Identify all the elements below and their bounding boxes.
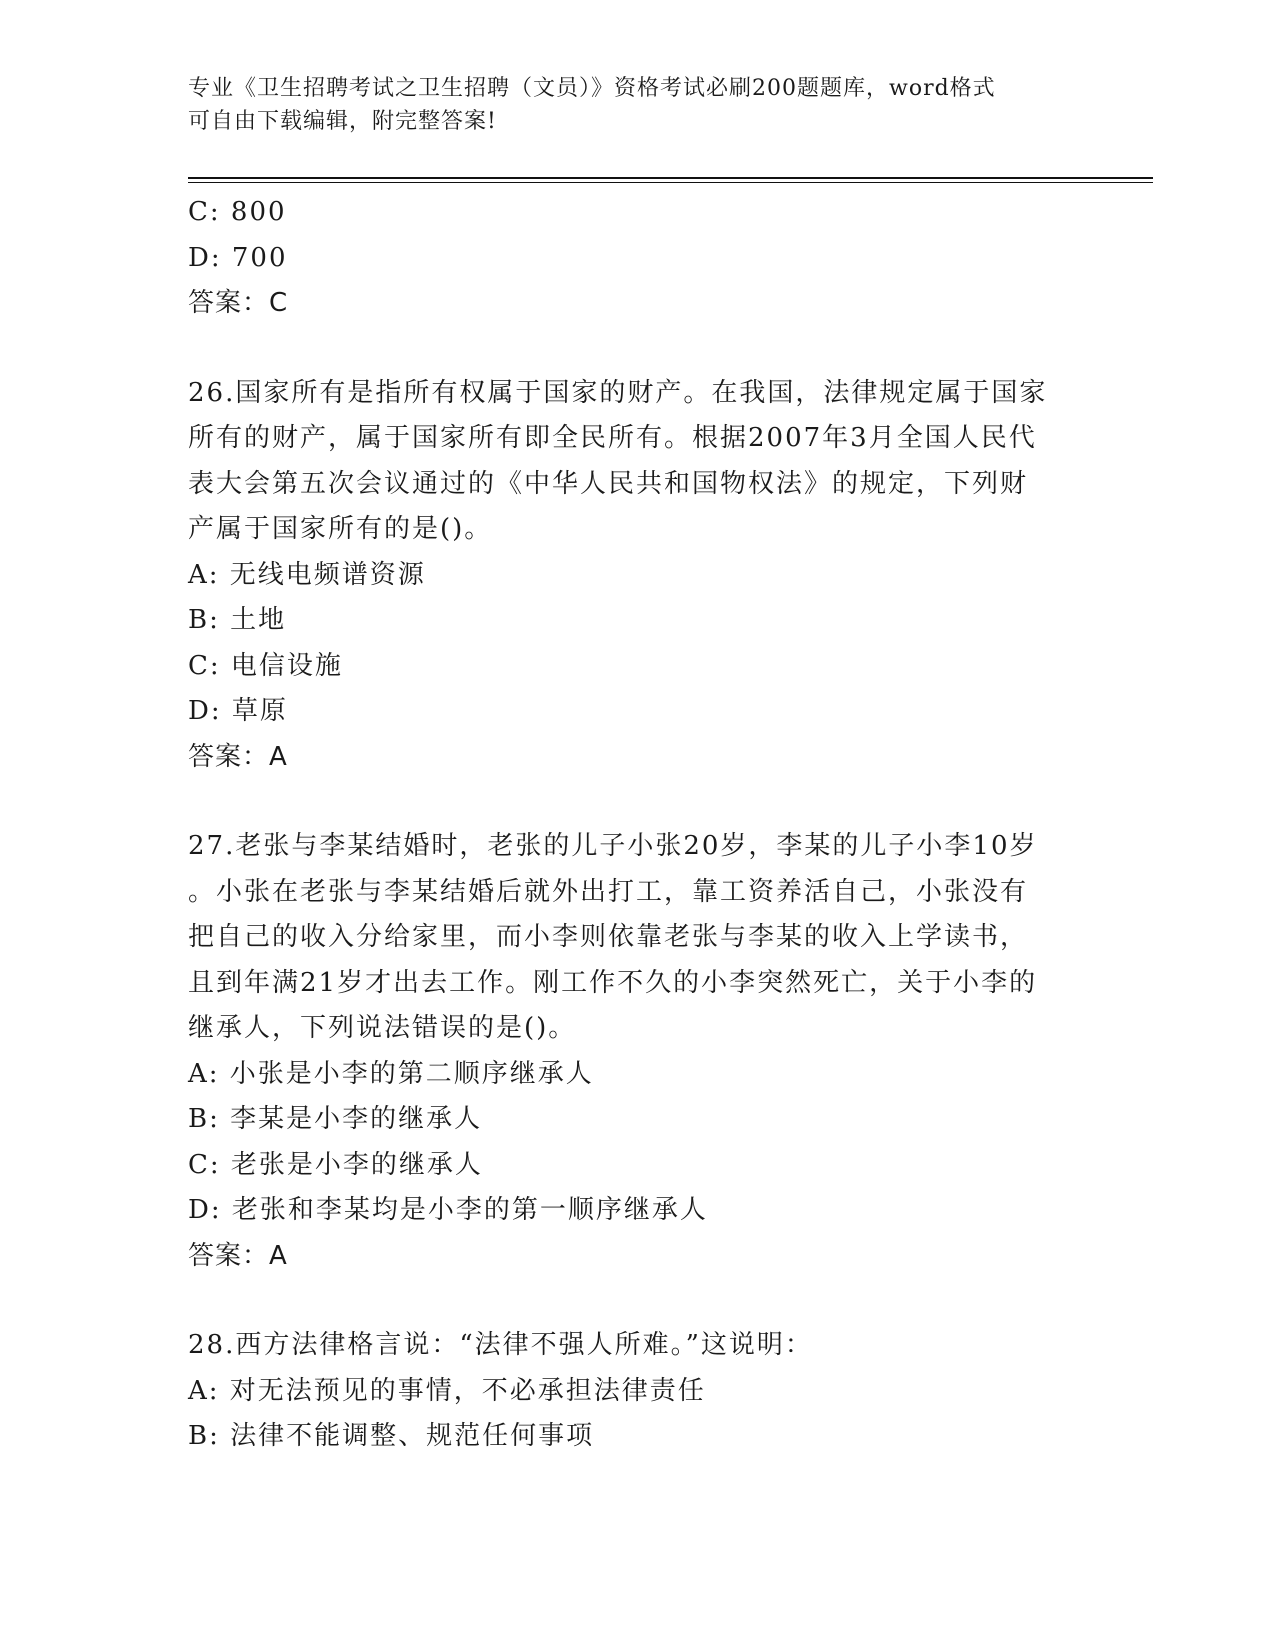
- option-b: B: 土地: [188, 605, 287, 635]
- option-b: B: 李某是小李的继承人: [188, 1104, 483, 1134]
- option-c: C: 800: [188, 197, 287, 227]
- question-stem-line: 27.老张与李某结婚时，老张的儿子小张20岁，李某的儿子小李10岁: [188, 831, 1038, 861]
- question-stem-line: 28.西方法律格言说：“法律不强人所难。”这说明：: [188, 1330, 813, 1360]
- option-c: C: 电信设施: [188, 650, 343, 681]
- question-stem-line: 继承人，下列说法错误的是()。: [188, 1013, 577, 1043]
- header-divider-thick: [188, 177, 1153, 179]
- question-list: [188, 190, 1088, 1460]
- option-d: D: 老张和李某均是小李的第一顺序继承人: [188, 1195, 708, 1225]
- option-d: D: 草原: [188, 696, 288, 726]
- question-26: [188, 371, 1088, 781]
- option-c: C: 老张是小李的继承人: [188, 1149, 483, 1180]
- question-stem-line: 26.国家所有是指所有权属于国家的财产。在我国，法律规定属于国家: [188, 377, 1048, 408]
- question-28: [188, 1323, 1088, 1460]
- question-27: [188, 824, 1088, 1279]
- question-stem-line: 产属于国家所有的是()。: [188, 514, 493, 544]
- document-header: [188, 72, 1088, 138]
- answer-line: 答案：A: [188, 1240, 288, 1271]
- header-line-2: 可自由下载编辑，附完整答案!: [188, 109, 497, 134]
- answer-line: 答案：A: [188, 741, 288, 772]
- question-stem-line: 。小张在老张与李某结婚后就外出打工，靠工资养活自己，小张没有: [188, 876, 1029, 907]
- question-stem-line: 所有的财产，属于国家所有即全民所有。根据2007年3月全国人民代: [188, 423, 1037, 453]
- option-b: B: 法律不能调整、规范任何事项: [188, 1421, 595, 1451]
- option-a: A: 对无法预见的事情，不必承担法律责任: [188, 1375, 706, 1406]
- question-25-tail: [188, 190, 1088, 327]
- option-a: A: 小张是小李的第二顺序继承人: [188, 1058, 594, 1089]
- header-line-1: 专业《卫生招聘考试之卫生招聘（文员）》资格考试必刷200题题库，word格式: [188, 76, 996, 101]
- question-stem-line: 且到年满21岁才出去工作。刚工作不久的小李突然死亡，关于小李的: [188, 967, 1038, 998]
- question-stem-line: 把自己的收入分给家里，而小李则依靠老张与李某的收入上学读书，: [188, 922, 1029, 952]
- option-a: A: 无线电频谱资源: [188, 559, 426, 590]
- header-divider-thin: [188, 182, 1153, 183]
- question-stem-line: 表大会第五次会议通过的《中华人民共和国物权法》的规定，下列财: [188, 468, 1029, 499]
- answer-line: 答案：C: [188, 288, 289, 318]
- option-d: D: 700: [188, 242, 288, 273]
